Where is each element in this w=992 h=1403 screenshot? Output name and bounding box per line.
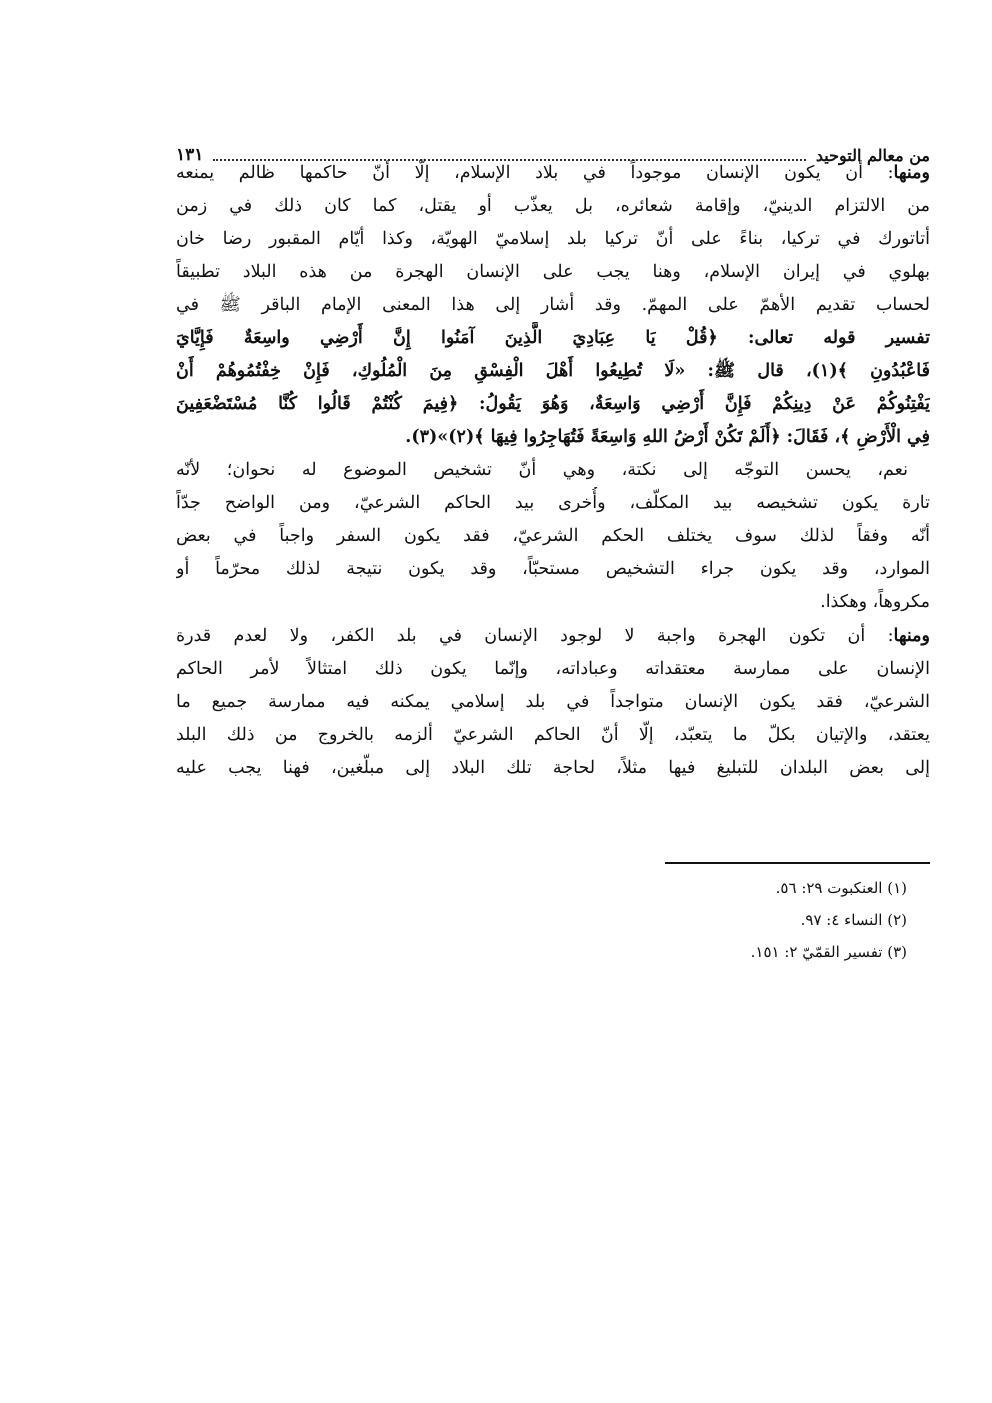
footnote-divider xyxy=(665,862,930,864)
text-line: الإنسان على ممارسة معتقداته وعباداته، وإنّما يكون ذلك امتثالاً لأمر الحاكم xyxy=(176,659,930,679)
footnotes xyxy=(500,872,907,968)
footnote: (٣) تفسير القمّيّ ٢: ١٥١. xyxy=(750,943,907,961)
text-line xyxy=(176,620,930,653)
paragraph-2 xyxy=(176,454,930,619)
text-line: إلى بعض البلدان للتبليغ فيها مثلاً، لحاجة تلك البلاد إلى مبلّغين، فهنا يجب عليه xyxy=(176,758,930,778)
text-line: يَفْتِنُوكُمْ عَنْ دِينِكُمْ فَإِنَّ أَرْضِي وَاسِعَةٌ، وَهُوَ يَقُولُ: ﴿فِيمَ كُنْتُمْ قَالُوا كُنَّا مُسْتَضْعَفِينَ xyxy=(176,394,930,414)
text-line: بهلوي في إيران الإسلام، وهنا يجب على الإنسان الهجرة من هذه البلاد تطبيقاً xyxy=(176,262,930,282)
text-line: الشرعيّ، فقد يكون الإنسان متواجداً في بلد إسلامي يمكنه فيه ممارسة جميع ما xyxy=(176,692,930,712)
text-line: فِي الْأَرْضِ ﴾، فَقَالَ: ﴿أَلَمْ تَكُنْ أَرْضُ اللهِ وَاسِعَةً فَتُهَاجِرُوا فِيهَا ﴾(٢)»(٣). xyxy=(405,427,930,447)
text-line: أنّه وفقاً لذلك سوف يختلف الحكم الشرعيّ، فقد يكون السفر واجباً في بعض xyxy=(176,526,930,546)
text-line: تارة يكون تشخيصه بيد المكلّف، وأُخرى بيد الحاكم الشرعيّ، ومن الواضح جدّاً xyxy=(176,493,930,513)
text-line: الموارد، وقد يكون جراء التشخيص مستحبّاً، وقد يكون نتيجة لذلك محرّماً أو xyxy=(176,559,930,579)
text-line: لحساب تقديم الأهمّ على المهمّ. وقد أشار إلى هذا المعنى الإمام الباقر ﷺ في xyxy=(176,295,930,315)
book-title: من معالم التوحيد xyxy=(815,145,930,165)
text-line: أتاتورك في تركيا، بناءً على أنّ تركيا بلد إسلاميّ الهويّة، وكذا أيّام المقبور رضا خان xyxy=(176,229,930,249)
text-line: يعتقد، والإتيان بكلّ ما يتعبّد، إلّا أنّ الحاكم الشرعيّ ألزمه بالخروج من ذلك البلد xyxy=(176,725,930,745)
text-line: نعم، يحسن التوجّه إلى نكتة، وهي أنّ تشخيص الموضوع له نحوان؛ لأنّه xyxy=(176,460,908,480)
paragraph-3 xyxy=(176,620,930,785)
footnote: (٢) النساء ٤: ٩٧. xyxy=(800,911,907,929)
text-line: مكروهاً، وهكذا. xyxy=(820,592,930,612)
page-number: ١٣١ xyxy=(176,145,204,165)
footnote: (١) العنكبوت ٢٩: ٥٦. xyxy=(775,879,907,897)
paragraph-1 xyxy=(176,157,930,454)
text-span: : أن يكون الإنسان موجوداً في بلاد الإسلام، إلّا أنّ حاكمها ظالم يمنعه xyxy=(176,163,894,183)
text-span: : أن تكون الهجرة واجبة لا لوجود الإنسان في بلد الكفر، ولا لعدم قدرة xyxy=(176,626,894,646)
text-line: تفسير قوله تعالى: ﴿قُلْ يَا عِبَادِيَ الَّذِينَ آمَنُوا إِنَّ أَرْضِي واسِعَةٌ فَإِيَّايَ xyxy=(176,328,930,348)
text-line: من الالتزام الدينيّ، وإقامة شعائره، بل يعذّب أو يقتل، كما كان ذلك في زمن xyxy=(176,196,930,216)
paragraph-lead: ومنها xyxy=(893,626,930,646)
text-line xyxy=(176,157,930,190)
text-line: فَاعْبُدُونِ ﴾(١)، قال ﷺ: «لَا تُطِيعُوا أَهْلَ الْفِسْقِ مِنَ الْمُلُوكِ، فَإِنْ خِفْتُمُوهُمْ أَنْ xyxy=(176,361,930,381)
paragraph-lead: ومنها xyxy=(893,163,930,183)
